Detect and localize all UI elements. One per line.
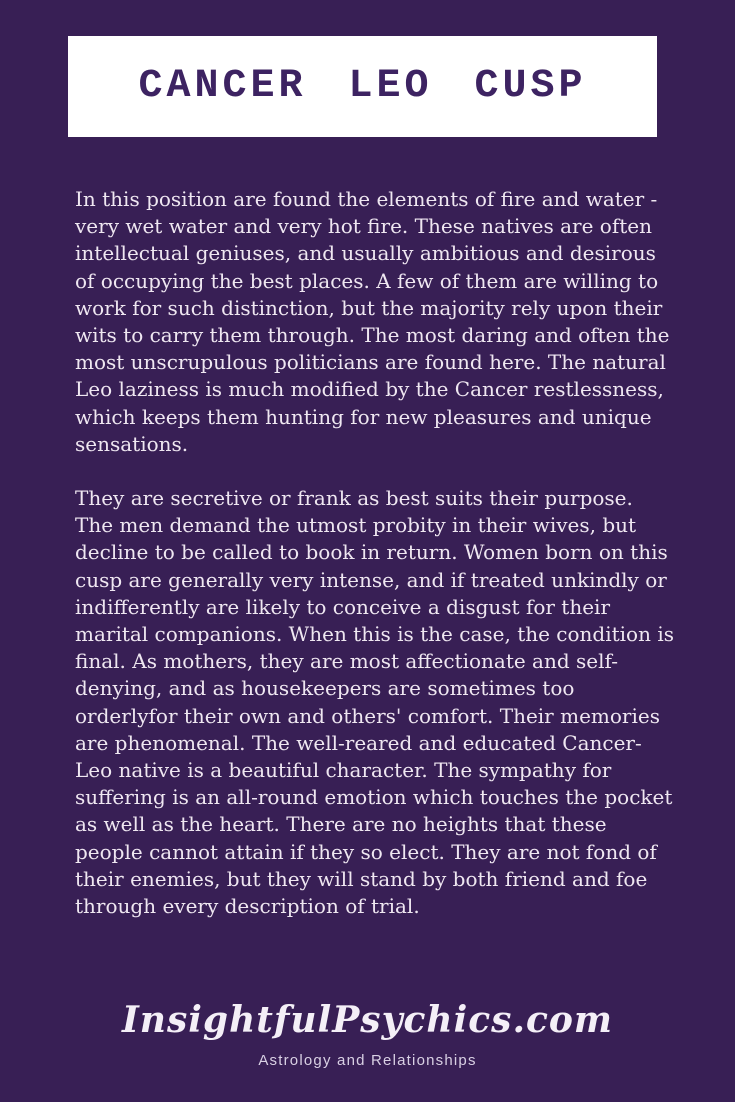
body-paragraph-2: They are secretive or frank as best suits their purpose. The men demand the utmost probity in their wives, but decline to be called to book in return. Women born on this cusp are generally very intense, and if treated unkindly or indifferently are likely to conceive a disgust for their marital companions. When this is the case, the condition is final. As mothers, they are most affectionate and self-denying, and as housekeepers are sometimes too orderlyfor their own and others' comfort. Their memories are phenomenal. The well-reared and educated Cancer-Leo native is a beautiful character. The sympathy for suffering is an all-round emotion which touches the pocket as well as the heart. There are no heights that these people cannot attain if they so elect. They are not fond of their enemies, but they will stand by both friend and foe through every description of trial. (75, 486, 674, 919)
body-paragraph-1: In this position are found the elements of fire and water - very wet water and very hot fire. These natives are often intellectual geniuses, and usually ambitious and desirous of occupying the best places. A few of them are willing to work for such distinction, but the majority rely upon their wits to carry them through. The most daring and often the most unscrupulous politicians are found here. The natural Leo laziness is much modified by the Cancer restlessness, which keeps them hunting for new pleasures and unique sensations. (75, 187, 670, 456)
article-body (75, 186, 675, 947)
footer (0, 992, 735, 1069)
page-title: CANCER LEO CUSP (138, 64, 587, 109)
site-logo-text: InsightfulPsychics.com (121, 999, 614, 1041)
site-tagline: Astrology and Relationships (258, 1052, 477, 1069)
title-banner (68, 36, 657, 137)
